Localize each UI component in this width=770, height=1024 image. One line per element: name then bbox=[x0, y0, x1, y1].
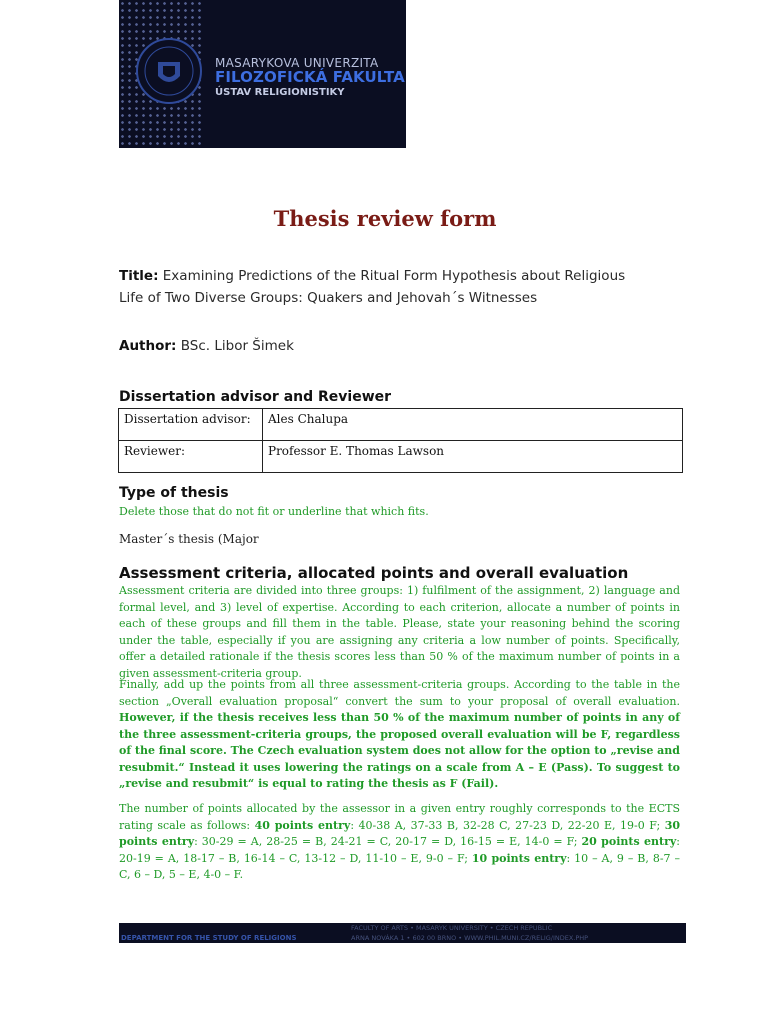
thesis-title-line1: Examining Predictions of the Ritual Form Hypothesis about Religious bbox=[162, 268, 626, 284]
title-label: Title: bbox=[119, 268, 159, 284]
advisor-section-heading: Dissertation advisor and Reviewer bbox=[119, 389, 392, 405]
assessment-p2-text: Finally, add up the points from all three assessment-criteria groups. According to the table in the section „Overall evaluation proposal“ convert the sum to your proposal of overall evaluation. bbox=[119, 678, 680, 708]
thesis-title-block bbox=[119, 265, 684, 309]
scale-20-label: 20 points entry bbox=[581, 835, 677, 848]
scale-intro: The number of points allocated by the assessor in a given entry roughly corresponds to the ECTS rating scale as follows: bbox=[119, 802, 680, 832]
assessment-paragraph-1: Assessment criteria are divided into three groups: 1) fulfilment of the assignment, 2) language and formal level, and 3) level of expertise. According to each criterion, allocate a number of points in each of these groups and fill them in the table. Please, state your reasoning behind the scoring under the table, especially if you are assigning any criteria a low number of points. Specifically, offer a detailed rationale if the thesis scores less than 50 % of the maximum number of points in a given assessment-criteria group. bbox=[119, 584, 680, 680]
author-label: Author: bbox=[119, 338, 177, 354]
thesis-title-line2: Life of Two Diverse Groups: Quakers and Jehovah´s Witnesses bbox=[119, 290, 538, 306]
assessment-heading: Assessment criteria, allocated points and overall evaluation bbox=[119, 564, 629, 582]
university-seal-icon bbox=[136, 38, 202, 104]
footer-department: DEPARTMENT FOR THE STUDY OF RELIGIONS bbox=[121, 934, 297, 942]
author-name: BSc. Libor Šimek bbox=[180, 338, 294, 354]
assessment-p2-bold: However, if the thesis receives less than 50 % of the maximum number of points in any of the three assessment-criteria groups, the proposed overall evaluation will be F, regardless of the final score. The Czech evaluation system does not allow for the option to „revise and resubmit.“ Instead it uses lowering the ratings on a scale from A – E (Pass). To suggest to „revise and resubmit“ is equal to rating the thesis as F (Fail). bbox=[119, 711, 680, 790]
thesis-type-heading: Type of thesis bbox=[119, 485, 229, 501]
reviewer-label: Reviewer: bbox=[119, 441, 263, 473]
assessment-paragraph-2 bbox=[119, 677, 680, 793]
table-row bbox=[119, 409, 683, 441]
advisor-value: Ales Chalupa bbox=[263, 409, 683, 441]
scale-20-values: : 20-19 = A, 18-17 – B, 16-14 – C, 13-12 – D, 11-10 – E, 9-0 – F; bbox=[119, 835, 680, 865]
faculty-name: FILOZOFICKÁ FAKULTA bbox=[215, 68, 405, 86]
scale-30-label: 30 points entry bbox=[119, 818, 680, 848]
footer-address: ARNA NOVÁKA 1 • 602 00 BRNO • WWW.PHIL.MUNI.CZ/RELIG/INDEX.PHP bbox=[351, 934, 589, 942]
advisor-label: Dissertation advisor: bbox=[119, 409, 263, 441]
author-block bbox=[119, 338, 294, 354]
scale-40-values: : 40-38 A, 37-33 B, 32-28 C, 27-23 D, 22-20 E, 19-0 F; bbox=[350, 818, 665, 832]
table-row bbox=[119, 441, 683, 473]
advisor-table bbox=[118, 408, 683, 473]
scale-30-values: : 30-29 = A, 28-25 = B, 24-21 = C, 20-17 = D, 16-15 = E, 14-0 = F; bbox=[194, 835, 582, 848]
university-name: MASARYKOVA UNIVERZITA bbox=[215, 56, 379, 70]
reviewer-value: Professor E. Thomas Lawson bbox=[263, 441, 683, 473]
document-title: Thesis review form bbox=[273, 206, 497, 231]
department-name: ÚSTAV RELIGIONISTIKY bbox=[215, 87, 345, 98]
scale-10-values: : 10 – A, 9 – B, 8-7 – C, 6 – D, 5 – E, 4-0 – F. bbox=[119, 851, 680, 881]
university-logo-block bbox=[119, 0, 406, 148]
scale-40-label: 40 points entry bbox=[254, 818, 351, 832]
scale-10-label: 10 points entry bbox=[471, 851, 567, 865]
thesis-type-note: Delete those that do not fit or underline that which fits. bbox=[119, 505, 429, 518]
thesis-type-value: Master´s thesis (Major bbox=[119, 532, 259, 546]
footer-faculty: FACULTY OF ARTS • MASARYK UNIVERSITY • CZECH REPUBLIC bbox=[351, 924, 553, 932]
assessment-paragraph-3 bbox=[119, 801, 680, 884]
page-footer bbox=[119, 923, 686, 943]
